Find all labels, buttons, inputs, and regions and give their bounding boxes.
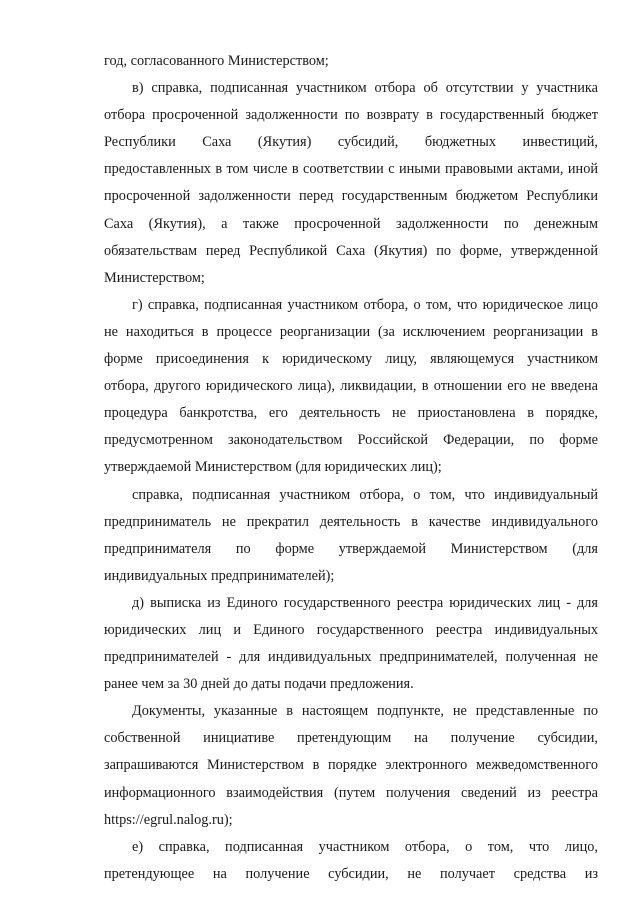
text-line: Республики Саха (Якутия) субсидий, бюджетных инвестиций,: [104, 134, 598, 151]
document-body: [104, 48, 598, 888]
text-line: предусмотренном законодательством Российской Федерации, по форме: [104, 432, 598, 449]
text-line: процедура банкротства, его деятельность не приостановлена в порядке,: [104, 405, 598, 422]
text-line: не находиться в процессе реорганизации (за исключением реорганизации в: [104, 323, 598, 340]
text-line: Документы, указанные в настоящем подпункте, не представленные по: [132, 703, 598, 720]
text-line: отбора просроченной задолженности по возврату в государственный бюджет: [104, 107, 598, 124]
text-line: Министерством;: [104, 269, 205, 286]
text-line: запрашиваются Министерством в порядке электронного межведомственного: [104, 757, 598, 774]
text-line: предпринимателей - для индивидуальных предпринимателей, полученная не: [104, 649, 598, 666]
text-line: форме присоединения к юридическому лицу, являющемуся участником: [104, 351, 598, 368]
text-line: д) выписка из Единого государственного реестра юридических лиц - для: [132, 594, 598, 611]
text-line: справка, подписанная участником отбора, о том, что индивидуальный: [132, 486, 598, 503]
text-line: предприниматель не прекратил деятельность в качестве индивидуального: [104, 513, 598, 530]
text-line: https://egrul.nalog.ru);: [104, 811, 233, 828]
text-line: предпринимателя по форме утверждаемой Министерством (для: [104, 540, 598, 557]
text-line: ранее чем за 30 дней до даты подачи предложения.: [104, 676, 414, 693]
text-line: отбора, другого юридического лица), ликвидации, в отношении его не введена: [104, 378, 598, 395]
text-line: юридических лиц и Единого государственного реестра индивидуальных: [104, 621, 598, 638]
text-line: обязательствам перед Республикой Саха (Якутия) по форме, утвержденной: [104, 242, 598, 259]
text-line: г) справка, подписанная участником отбора, о том, что юридическое лицо: [132, 296, 598, 313]
text-line: претендующее на получение субсидии, не получает средства из: [104, 865, 598, 882]
text-line: собственной инициативе претендующим на получение субсидии,: [104, 730, 598, 747]
text-line: утверждаемой Министерством (для юридических лиц);: [104, 459, 442, 476]
text-line: предоставленных в том числе в соответствии с иными правовыми актами, иной: [104, 161, 598, 178]
text-line: е) справка, подписанная участником отбора, о том, что лицо,: [132, 838, 598, 855]
text-line: в) справка, подписанная участником отбора об отсутствии у участника: [132, 80, 598, 97]
text-line: год, согласованного Министерством;: [104, 53, 329, 69]
text-line: Саха (Якутия), а также просроченной задолженности по денежным: [104, 215, 598, 232]
text-line: просроченной задолженности перед государственным бюджетом Республики: [104, 188, 598, 205]
text-line: информационного взаимодействия (путем получения сведений из реестра: [104, 784, 598, 801]
text-line: индивидуальных предпринимателей);: [104, 567, 335, 584]
